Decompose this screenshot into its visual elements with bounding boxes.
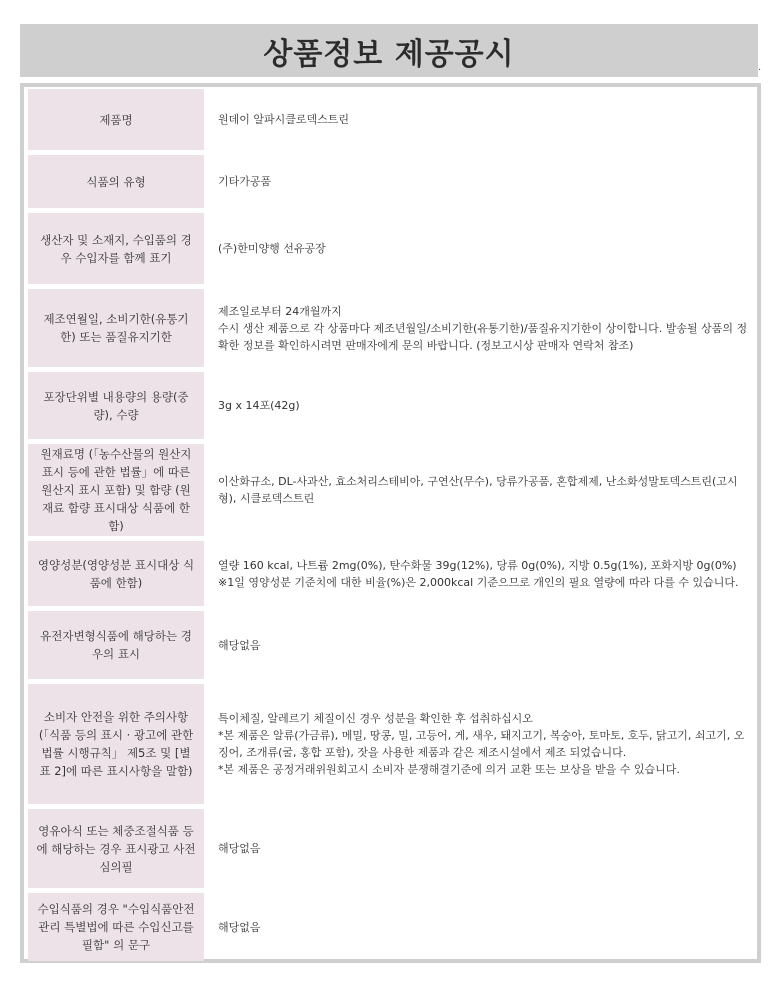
- row-value-line: *본 제품은 알류(가금류), 메밀, 땅콩, 밀, 고등어, 게, 새우, 돼지고기, 복숭아, 토마토, 호두, 닭고기, 쇠고기, 오징어, 조개류(굴, 홍합 포함), 잣을 사용한 제품과 같은 제조시설에서 제조 되었습니다.: [218, 729, 745, 759]
- row-value-line: 원데이 알파시클로덱스트린: [218, 113, 350, 126]
- info-row: [28, 541, 757, 606]
- row-label: 영양성분(영양성분 표시대상 식품에 한함): [28, 541, 204, 606]
- info-row: [28, 893, 757, 961]
- row-value: [204, 684, 757, 804]
- row-value-line: 수시 생산 제품으로 각 상품마다 제조년월일/소비기한(유통기한)/품질유지기한이 상이합니다. 발송될 상품의 정확한 정보를 확인하시려면 판매자에게 문의 바랍니다. (정보고시상 판매자 연락처 참조): [218, 321, 748, 352]
- row-value: [204, 372, 757, 439]
- title-bar: [20, 24, 758, 77]
- row-value: [204, 541, 757, 606]
- row-label: 포장단위별 내용량의 용량(중량), 수량: [28, 372, 204, 439]
- row-value: [204, 213, 757, 284]
- row-value-line: 해당없음: [218, 638, 261, 652]
- row-value: [204, 893, 757, 961]
- row-value: [204, 611, 757, 679]
- row-label: 원재료명 (「농수산물의 원산지 표시 등에 관한 법률」에 따른 원산지 표시 포함) 및 함량 (원재료 함량 표시대상 식품에 한함): [28, 444, 204, 536]
- info-row: [28, 684, 757, 804]
- row-value: [204, 444, 757, 536]
- row-value-line: 기타가공품: [218, 175, 272, 188]
- row-label: 식품의 유형: [28, 155, 204, 208]
- row-label: 소비자 안전을 위한 주의사항 (「식품 등의 표시 · 광고에 관한 법률 시행규칙」 제5조 및 [별표 2]에 따른 표시사항을 말함): [28, 684, 204, 804]
- row-label: 영유아식 또는 체중조절식품 등에 해당하는 경우 표시광고 사전심의필: [28, 809, 204, 888]
- info-row: [28, 155, 757, 208]
- row-value-line: 제조일로부터 24개월까지: [218, 304, 342, 318]
- product-info-table: [28, 84, 757, 966]
- row-label: 유전자변형식품에 해당하는 경우의 표시: [28, 611, 204, 679]
- row-value-line: ※1일 영양성분 기준치에 대한 비율(%)은 2,000kcal 기준으므로 개인의 필요 열량에 따라 다를 수 있습니다.: [218, 575, 739, 589]
- row-value-line: (주)한미양행 선유공장: [218, 242, 326, 255]
- product-info-table-frame: [20, 83, 761, 963]
- row-value: [204, 89, 757, 150]
- row-label: 생산자 및 소재지, 수입품의 경우 수입자를 함께 표기: [28, 213, 204, 284]
- info-row: [28, 611, 757, 679]
- row-value: [204, 809, 757, 888]
- row-value-line: *본 제품은 공정거래위원회고시 소비자 분쟁해결기준에 의거 교환 또는 보상을 받을 수 있습니다.: [218, 763, 680, 776]
- row-value-line: 해당없음: [218, 920, 261, 934]
- info-row: [28, 444, 757, 536]
- row-value-line: 3g x 14포(42g): [218, 399, 300, 412]
- row-label: 수입식품의 경우 "수입식품안전관리 특별법에 따른 수입신고를 필함" 의 문구: [28, 893, 204, 961]
- row-value-line: 이산화규소, DL-사과산, 효소처리스테비아, 구연산(무수), 당류가공품, 혼합제제, 난소화성말토덱스트린(고시형), 시클로덱스트린: [218, 475, 738, 505]
- row-label: 제품명: [28, 89, 204, 150]
- row-value-line: 특이체질, 알레르기 체질이신 경우 성분을 확인한 후 섭취하십시오: [218, 712, 533, 725]
- info-row: [28, 809, 757, 888]
- info-row: [28, 213, 757, 284]
- info-row: [28, 89, 757, 150]
- title-dot: .: [758, 62, 762, 73]
- row-value: [204, 289, 757, 367]
- page-title: 상품정보 제공공시: [263, 36, 515, 72]
- row-value: [204, 155, 757, 208]
- info-row: [28, 372, 757, 439]
- row-value-line: 열량 160 kcal, 나트륨 2mg(0%), 탄수화물 39g(12%), 당류 0g(0%), 지방 0.5g(1%), 포화지방 0g(0%): [218, 558, 737, 572]
- info-row: [28, 289, 757, 367]
- row-label: 제조연월일, 소비기한(유통기한) 또는 품질유지기한: [28, 289, 204, 367]
- row-value-line: 해당없음: [218, 842, 261, 855]
